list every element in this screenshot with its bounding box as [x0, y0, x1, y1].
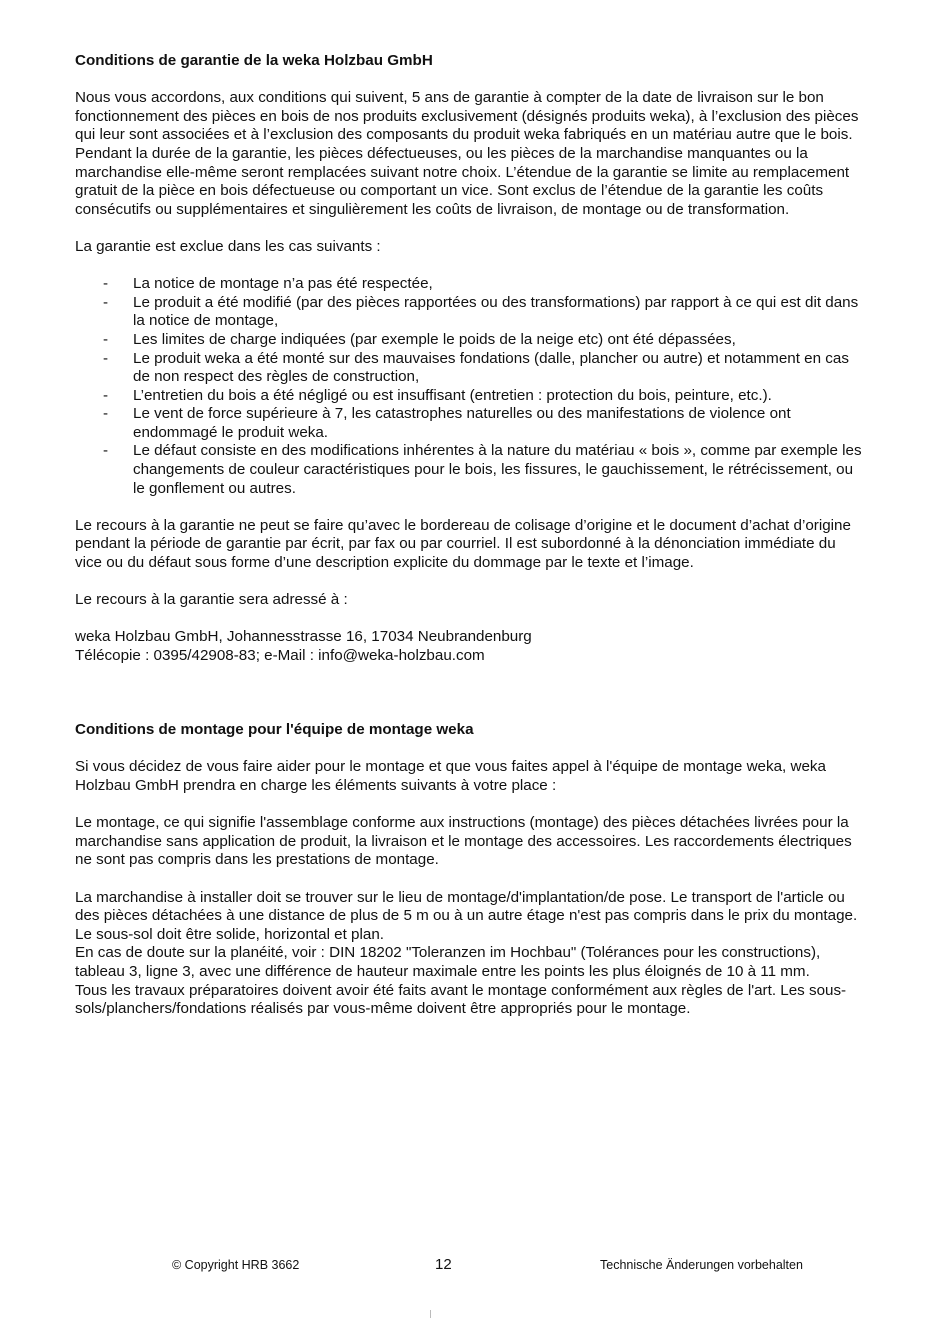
document-page [75, 52, 865, 1037]
assembly-title: Conditions de montage pour l'équipe de montage weka [75, 721, 474, 739]
dash-bullet: - [103, 293, 109, 311]
warranty-intro: Nous vous accordons, aux conditions qui suivent, 5 ans de garantie à compter de la date de livraison sur le bon fonctionnement des pièces en bois de nos produits exclusivement (désignés produits weka), à l’exclusion des pièces qui leur sont associées et à l’exclusion des composants du produit weka fabriqués en un matériau autre que le bois. Pendant la durée de la garantie, les pièces défectueuses, ou les pièces de la marchandise manquantes ou la marchandise elle-même seront remplacées suivant notre choix. L’étendue de la garantie se limite au remplacement gratuit de la pièce en bois défectueuse ou comportant un vice. Sont exclus de l’étendue de la garantie les coûts consécutifs ou supplémentaires et singulièrement les coûts de livraison, de montage ou de transformation. [75, 89, 859, 218]
contact-line: Télécopie : 0395/42908-83; e-Mail : info@weka-holzbau.com [75, 647, 485, 664]
address-block [75, 628, 865, 665]
exclusion-intro: La garantie est exclue dans les cas suivants : [75, 237, 381, 255]
dash-bullet: - [103, 330, 109, 348]
list-item [75, 350, 865, 387]
copyright-text: © Copyright HRB 3662 [172, 1258, 300, 1272]
warranty-title: Conditions de garantie de la weka Holzbau GmbH [75, 52, 433, 69]
exclusion-text: Le vent de force supérieure à 7, les catastrophes naturelles ou des manifestations de violence ont endommagé le produit weka. [133, 405, 791, 441]
list-item [75, 331, 865, 350]
assembly-line: Tous les travaux préparatoires doivent avoir été faits avant le montage conformément aux règles de l'art. Les sous-sols/planchers/fondations réalisés par vous-même doivent être appropriés pour le montage. [75, 981, 847, 1018]
exclusion-text: Le produit a été modifié (par des pièces rapportées ou des transformations) par rapport à ce qui est dit dans la notice de montage, [133, 293, 859, 330]
section-spacer [75, 684, 865, 721]
assembly-paragraph-2: Le montage, ce qui signifie l'assemblage conforme aux instructions (montage) des pièces détachées livrées pour la marchandise sans application de produit, la livraison et le montage des accessoires. Les raccordements électriques ne sont pas compris dans les prestations de montage. [75, 814, 852, 869]
exclusion-text: Le défaut consiste en des modifications inhérentes à la nature du matériau « bois », comme par exemple les changements de couleur caractéristiques pour le bois, les fissures, le gauchissement, le rétrécissement, ou le gonflement ou autres. [133, 442, 862, 497]
assembly-paragraph-3 [75, 889, 865, 1019]
exclusion-list [75, 275, 865, 498]
address-line: weka Holzbau GmbH, Johannesstrasse 16, 17034 Neubrandenburg [75, 628, 532, 646]
list-item [75, 294, 865, 331]
list-item [75, 405, 865, 442]
claim-paragraph: Le recours à la garantie ne peut se faire qu’avec le bordereau de colisage d’origine et le document d’achat d’origine pendant la période de garantie par écrit, par fax ou par courriel. Il est subordonné à la dénonciation immédiate du vice ou du défaut sous forme d’une description explicite du dommage par le texte et l’image. [75, 516, 851, 572]
page-number: 12 [435, 1256, 452, 1273]
assembly-line: La marchandise à installer doit se trouver sur le lieu de montage/d'implantation/de pose. Le transport de l'article ou des pièces détachées à une distance de plus de 5 m ou à un autre étage n'est pas compris dans le prix du montage. Le sous-sol doit être solide, horizontal et plan. [75, 888, 858, 943]
exclusion-text: La notice de montage n’a pas été respectée, [133, 275, 433, 293]
assembly-line: En cas de doute sur la planéité, voir : DIN 18202 "Toleranzen im Hochbau" (Tolérances pour les constructions), tableau 3, ligne 3, avec une différence de hauteur maximale entre les points les plus éloignés de 10 à 11 mm. [75, 944, 821, 980]
list-item [75, 442, 865, 498]
exclusion-text: L’entretien du bois a été négligé ou est insuffisant (entretien : protection du bois, peinture, etc.). [133, 386, 772, 404]
address-intro: Le recours à la garantie sera adressé à : [75, 591, 348, 609]
dash-bullet: - [103, 405, 109, 423]
scan-mark [430, 1310, 431, 1318]
dash-bullet: - [103, 275, 109, 293]
list-item [75, 275, 865, 294]
exclusion-text: Les limites de charge indiquées (par exemple le poids de la neige etc) ont été dépassées, [133, 330, 736, 348]
footer-note: Technische Änderungen vorbehalten [600, 1258, 803, 1272]
dash-bullet: - [103, 349, 109, 367]
assembly-paragraph-1: Si vous décidez de vous faire aider pour le montage et que vous faites appel à l'équipe de montage weka, weka Holzbau GmbH prendra en charge les éléments suivants à votre place : [75, 758, 826, 794]
exclusion-text: Le produit weka a été monté sur des mauvaises fondations (dalle, plancher ou autre) et notamment en cas de non respect des règles de construction, [133, 349, 849, 386]
dash-bullet: - [103, 386, 109, 404]
dash-bullet: - [103, 442, 109, 460]
list-item [75, 387, 865, 406]
